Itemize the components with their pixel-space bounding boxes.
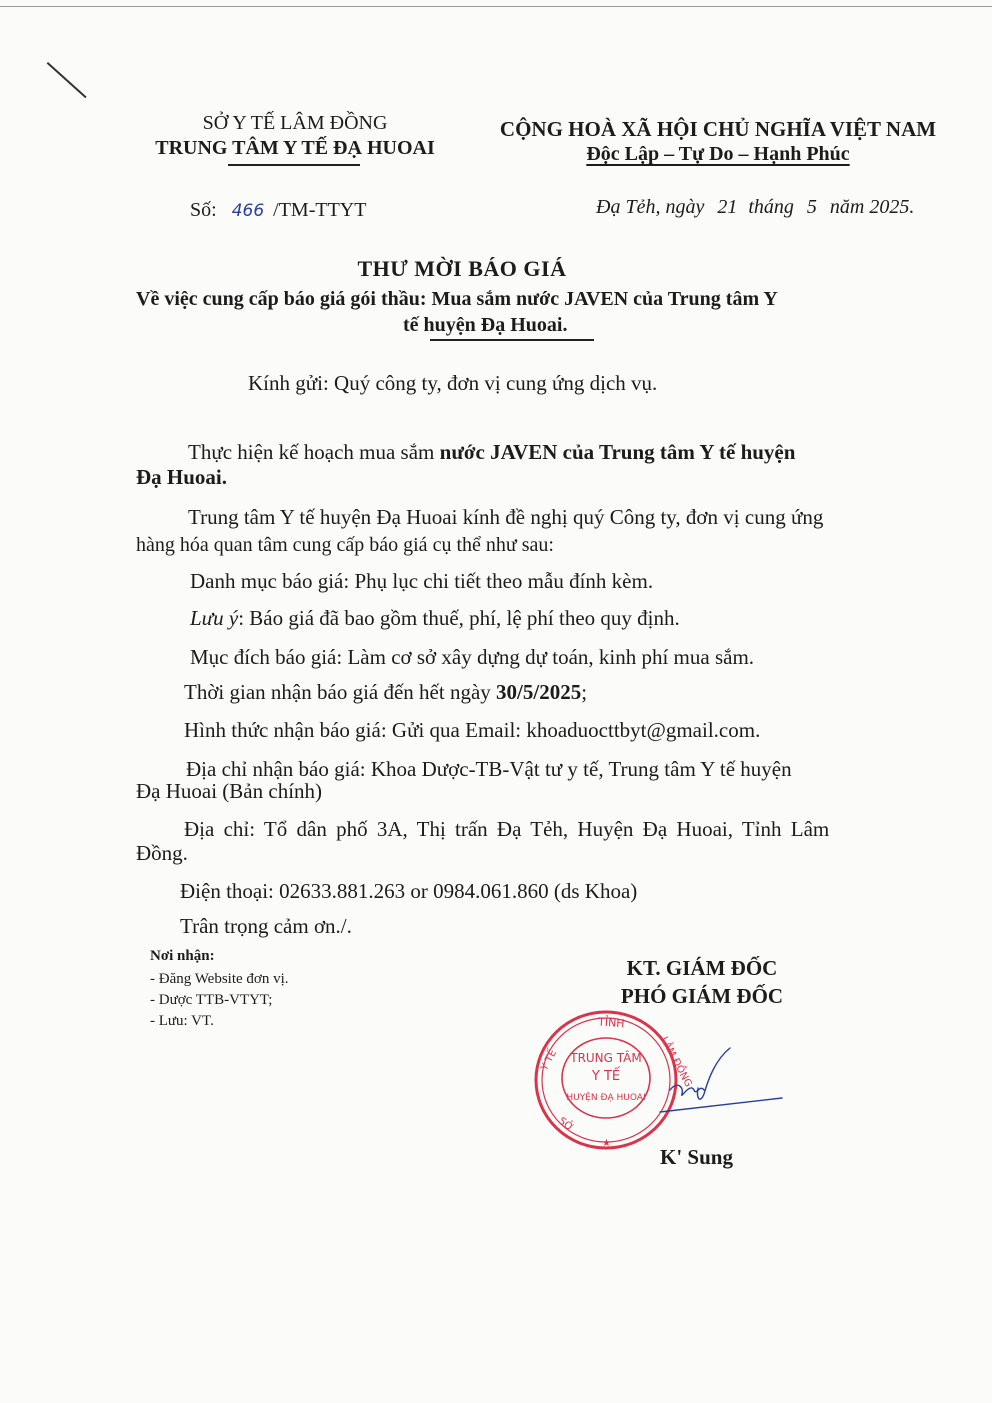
stamp-center-line1: TRUNG TÂM: [570, 1051, 642, 1065]
body-intro-line1: [188, 440, 795, 465]
document-number-suffix: /TM-TTYT: [273, 199, 367, 221]
stamp-star-icon: ★: [602, 1138, 611, 1149]
body-deadline: [184, 680, 587, 705]
body-address-line1: Địa chỉ: Tổ dân phố 3A, Thị trấn Đạ Tẻh, Huyện Đạ Huoai, Tỉnh Lâm: [184, 817, 830, 841]
body-note: [190, 606, 680, 631]
body-receive-address-line1: Địa chỉ nhận báo giá: Khoa Dược-TB-Vật tư y tế, Trung tâm Y tế huyện: [186, 757, 792, 781]
header-country: CỘNG HOÀ XÃ HỘI CHỦ NGHĨA VIỆT NAM: [499, 117, 937, 141]
handwritten-signature: [600, 1030, 800, 1130]
body-method: Hình thức nhận báo giá: Gửi qua Email: khoaduocttbyt@gmail.com.: [184, 718, 761, 742]
stamp-center-line3: HUYỆN ĐẠ HUOAI: [566, 1093, 646, 1103]
recipient-item: - Dược TTB-VTYT;: [150, 992, 273, 1008]
date-month: 5: [806, 196, 817, 218]
body-catalog: Danh mục báo giá: Phụ lục chi tiết theo mẫu đính kèm.: [190, 569, 654, 593]
letter-subtitle-line1: Về việc cung cấp báo giá gói thầu: Mua sắm nước JAVEN của Trung tâm Y: [136, 288, 778, 310]
stamp-right-text: LÂM ĐỒNG: [658, 1035, 694, 1090]
stamp-top-text: TỈNH: [597, 1015, 625, 1031]
body-request-line1: Trung tâm Y tế huyện Đạ Huoai kính đề nghị quý Công ty, đơn vị cung ứng: [188, 505, 824, 529]
body-intro-line2: Đạ Huoai.: [136, 465, 228, 489]
body-intro-bold: nước JAVEN của Trung tâm Y tế huyện: [439, 440, 796, 464]
header-ministry: SỞ Y TẾ LÂM ĐỒNG: [202, 112, 388, 134]
body-note-label: Lưu ý: [190, 606, 239, 630]
date-year: năm 2025.: [829, 196, 915, 218]
body-receive-address-line2: Đạ Huoai (Bản chính): [136, 779, 323, 803]
body-deadline-end: ;: [581, 680, 588, 704]
body-deadline-date: 30/5/2025: [496, 680, 582, 704]
document-number: [190, 199, 366, 222]
title-underline: [430, 339, 594, 341]
letter-subtitle-line2: tế huyện Đạ Huoai.: [403, 314, 568, 336]
letter-title: THƯ MỜI BÁO GIÁ: [357, 256, 567, 281]
recipient-item: - Lưu: VT.: [150, 1013, 214, 1029]
scan-mark-line: [47, 62, 87, 98]
date-day: 21: [717, 196, 738, 218]
body-phone: Điện thoại: 02633.881.263 or 0984.061.860 (ds Khoa): [180, 879, 638, 903]
body-intro-plain: Thực hiện kế hoạch mua sắm: [188, 440, 440, 464]
greeting: Kính gửi: Quý công ty, đơn vị cung ứng dịch vụ.: [248, 371, 658, 395]
signature-title-2: PHÓ GIÁM ĐỐC: [620, 984, 784, 1008]
body-address-line2: Đồng.: [136, 841, 188, 865]
header-organization: TRUNG TÂM Y TẾ ĐẠ HUOAI: [155, 137, 435, 159]
signer-name: K' Sung: [660, 1145, 733, 1169]
stamp-bottom-text: SỞ: [556, 1115, 576, 1134]
body-deadline-plain: Thời gian nhận báo giá đến hết ngày: [184, 680, 497, 704]
body-purpose: Mục đích báo giá: Làm cơ sở xây dựng dự toán, kinh phí mua sắm.: [190, 645, 755, 669]
stamp-center-line2: Y TẾ: [591, 1069, 621, 1084]
body-note-text: : Báo giá đã bao gồm thuế, phí, lệ phí theo quy định.: [238, 606, 680, 630]
date-month-label: tháng: [748, 196, 794, 218]
header-org-underline: [228, 164, 360, 166]
body-thanks: Trân trọng cảm ơn./.: [180, 914, 352, 938]
header-motto: Độc Lập – Tự Do – Hạnh Phúc: [586, 143, 850, 165]
recipient-item: - Đăng Website đơn vị.: [150, 971, 289, 987]
stamp-left-text: Y TẾ: [539, 1048, 560, 1073]
recipients-title: Nơi nhận:: [150, 948, 215, 964]
scan-edge-line: [0, 6, 992, 7]
place-date-prefix: Đạ Tẻh, ngày: [596, 196, 705, 218]
document-number-prefix: Số:: [190, 199, 217, 221]
signature-title-1: KT. GIÁM ĐỐC: [626, 956, 778, 980]
document-number-handwritten: 466: [231, 201, 265, 221]
body-request-line2: hàng hóa quan tâm cung cấp báo giá cụ thể như sau:: [136, 534, 554, 556]
place-date: [596, 196, 914, 219]
